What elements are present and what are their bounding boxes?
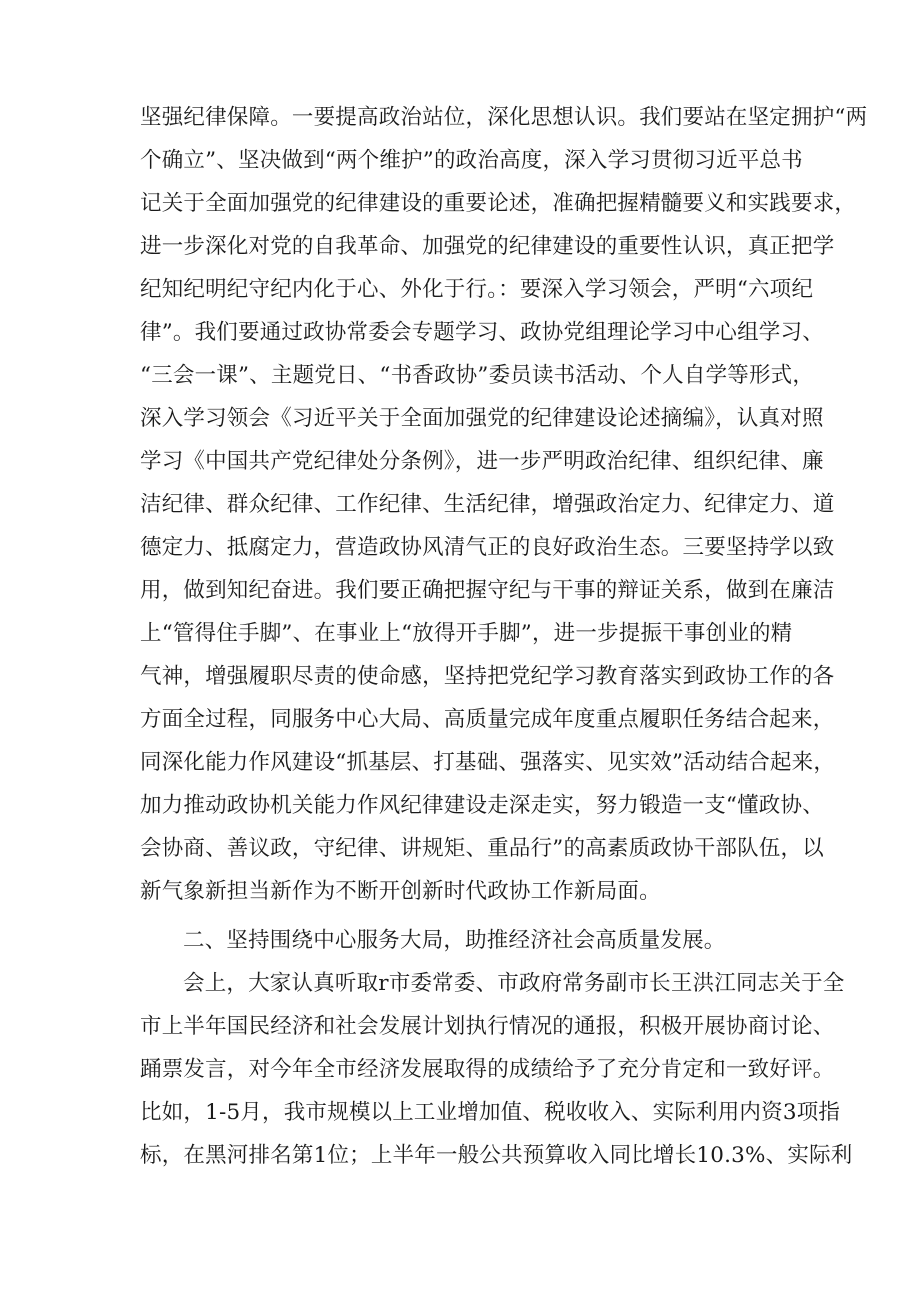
section-heading: 二、坚持围绕中心服务大局，助推经济社会高质量发展。 — [183, 928, 726, 953]
text-line: 律”。我们要通过政协常委会专题学习、政协党组理论学习中心组学习、 — [140, 320, 824, 345]
text-line: 德定力、抵腐定力，营造政协风清气正的良好政治生态。三要坚持学以致 — [140, 535, 835, 560]
text-line: 比如，1-5月，我市规模以上工业增加值、税收收入、实际利用内资3项指 — [140, 1100, 841, 1125]
text-line: 气神，增强履职尽责的使命感，坚持把党纪学习教育落实到政协工作的各 — [140, 664, 835, 689]
text-line: 新气象新担当新作为不断开创新时代政协工作新局面。 — [140, 879, 661, 904]
text-line: 标，在黑河排名第1位；上半年一般公共预算收入同比增长10.3%、实际利 — [140, 1143, 853, 1168]
text-line: 会上，大家认真听取r市委常委、市政府常务副市长王洪江同志关于全 — [183, 971, 845, 996]
text-line: 坚强纪律保障。一要提高政治站位，深化思想认识。我们要站在坚定拥护“两 — [140, 105, 868, 130]
text-line: 记关于全面加强党的纪律建设的重要论述，准确把握精髓要义和实践要求， — [140, 191, 857, 216]
text-line: 学习《中国共产党纪律处分条例》，进一步严明政治纪律、组织纪律、廉 — [140, 449, 824, 474]
text-line: 加力推动政协机关能力作风纪律建设走深走实，努力锻造一支“懂政协、 — [140, 793, 824, 818]
text-line: 纪知纪明纪守纪内化于心、外化于行。：要深入学习领会，严明“六项纪 — [140, 277, 814, 302]
text-line: “三会一课”、主题党日、“书香政协”委员读书活动、个人自学等形式， — [140, 363, 815, 388]
text-line: 会协商、善议政，守纪律、讲规矩、重品行”的高素质政协干部队伍，以 — [140, 836, 824, 861]
text-line: 深入学习领会《习近平关于全面加强党的纪律建设论述摘编》，认真对照 — [140, 406, 824, 431]
text-line: 洁纪律、群众纪律、工作纪律、生活纪律，增强政治定力、纪律定力、道 — [140, 492, 835, 517]
text-line: 个确立”、坚决做到“两个维护”的政治高度，深入学习贯彻习近平总书 — [140, 148, 803, 173]
text-line: 踊票发言，对今年全市经济发展取得的成绩给予了充分肯定和一致好评。 — [140, 1057, 835, 1082]
text-line: 市上半年国民经济和社会发展计划执行情况的通报，积极开展协商讨论、 — [140, 1014, 835, 1039]
text-line: 上“管得住手脚”、在事业上“放得开手脚”，进一步提振干事创业的精 — [140, 621, 793, 646]
text-line: 方面全过程，同服务中心大局、高质量完成年度重点履职任务结合起来， — [140, 707, 835, 732]
text-line: 进一步深化对党的自我革命、加强党的纪律建设的重要性认识，真正把学 — [140, 234, 835, 259]
text-line: 同深化能力作风建设“抓基层、打基础、强落实、见实效”活动结合起来， — [140, 750, 836, 775]
text-line: 用，做到知纪奋进。我们要正确把握守纪与干事的辩证关系，做到在廉洁 — [140, 578, 835, 603]
